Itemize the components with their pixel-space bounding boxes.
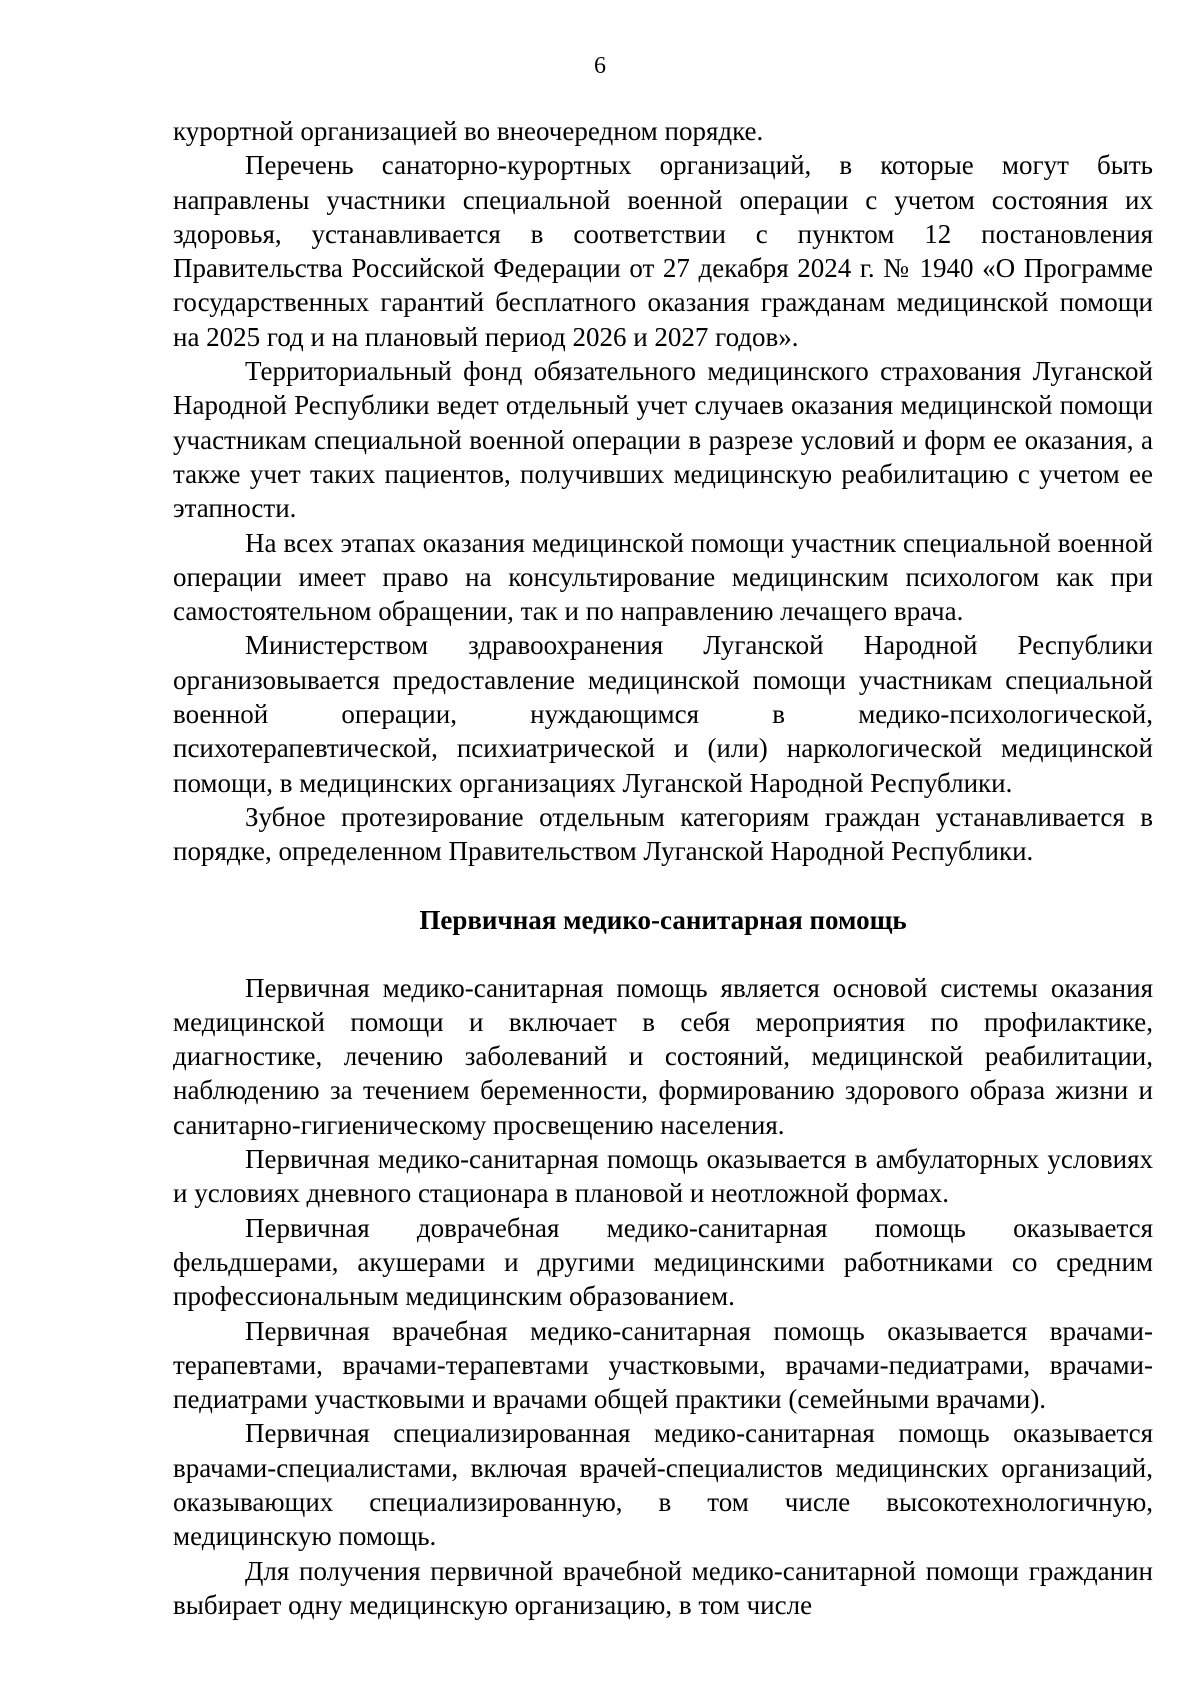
paragraph: Первичная доврачебная медико-санитарная помощь оказывается фельдшерами, акушерами и другими медицинскими работниками со средним профессиональным медицинским образованием.: [173, 1212, 1153, 1312]
paragraph: Министерством здравоохранения Луганской Народной Республики организовывается предоставление медицинской помощи участникам специальной военной операции, нуждающимся в медико-психологической, психотерапевтической, психиатрической и (или) наркологической медицинской помощи, в медицинских организациях Луганской Народной Республики.: [173, 630, 1153, 798]
paragraph: Для получения первичной врачебной медико-санитарной помощи гражданин выбирает одну медицинскую организацию, в том числе: [173, 1555, 1153, 1620]
paragraph: Зубное протезирование отдельным категориям граждан устанавливается в порядке, определенном Правительством Луганской Народной Республики.: [173, 801, 1153, 867]
paragraph: Первичная медико-санитарная помощь оказывается в амбулаторных условиях и условиях дневного стационара в плановой и неотложной формах.: [173, 1144, 1153, 1209]
paragraph: Перечень санаторно-курортных организаций, в которые могут быть направлены участники специальной военной операции с учетом состояния их здоровья, устанавливается в соответствии с пунктом 12 постановления Правительства Российской Федерации от 27 декабря 2024 г. № 1940 «О Программе государственных гарантий бесплатного оказания гражданам медицинской помощи на 2025 год и на плановый период 2026 и 2027 годов».: [173, 150, 1153, 352]
paragraph: курортной организацией во внеочередном порядке.: [173, 116, 764, 146]
section-heading: Первичная медико-санитарная помощь: [419, 904, 907, 935]
paragraph: Территориальный фонд обязательного медицинского страхования Луганской Народной Республики ведет отдельный учет случаев оказания медицинской помощи участникам специальной военной операции в разрезе условий и форм ее оказания, а также учет таких пациентов, получивших медицинскую реабилитацию с учетом ее этапности.: [173, 356, 1153, 524]
paragraph: Первичная врачебная медико-санитарная помощь оказывается врачами-терапевтами, врачами-терапевтами участковыми, врачами-педиатрами, врачами-педиатрами участковыми и врачами общей практики (семейными врачами).: [173, 1315, 1153, 1415]
paragraph: Первичная медико-санитарная помощь является основой системы оказания медицинской помощи и включает в себя мероприятия по профилактике, диагностике, лечению заболеваний и состояний, медицинской реабилитации, наблюдению за течением беременности, формированию здорового образа жизни и санитарно-гигиеническому просвещению населения.: [173, 972, 1153, 1140]
paragraph: Первичная специализированная медико-санитарная помощь оказывается врачами-специалистами, включая врачей-специалистов медицинских организаций, оказывающих специализированную, в том числе высокотехнологичную, медицинскую помощь.: [173, 1418, 1153, 1552]
page-number: 6: [594, 53, 606, 79]
document-body: [173, 114, 1153, 1622]
paragraph: На всех этапах оказания медицинской помощи участник специальной военной операции имеет право на консультирование медицинским психологом как при самостоятельном обращении, так и по направлению лечащего врача.: [173, 527, 1153, 627]
